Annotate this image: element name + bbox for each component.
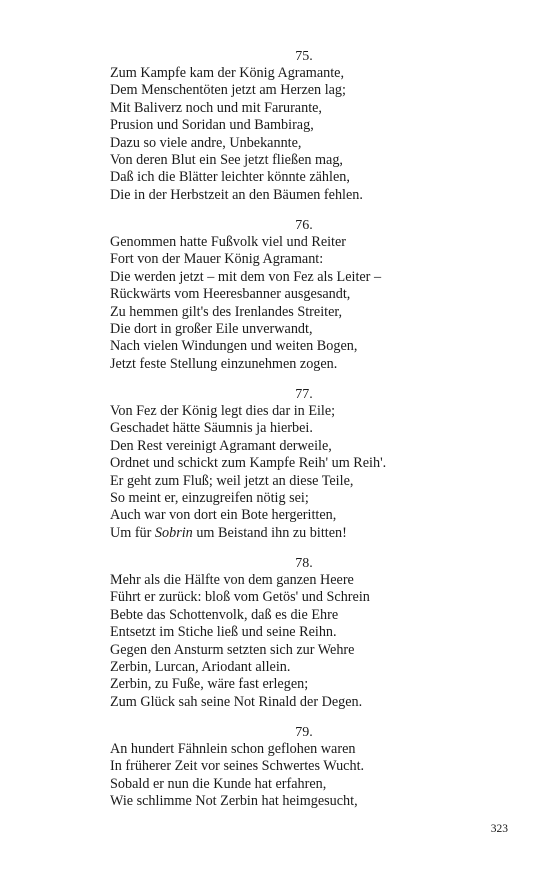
- italic-name: Sobrin: [154, 524, 193, 541]
- verse-line: Zum Glück sah seine Not Rinald der Degen.: [110, 693, 363, 710]
- verse-line: Entsetzt im Stiche ließ und seine Reihn.: [110, 624, 337, 641]
- verse-line: Rückwärts vom Heeresbanner ausgesandt,: [110, 286, 351, 303]
- stanza-number: 76.: [295, 218, 313, 233]
- verse-line: Genommen hatte Fußvolk viel und Reiter: [110, 234, 347, 250]
- verse-line: An hundert Fähnlein schon geflohen waren: [110, 741, 356, 757]
- verse-line: [110, 525, 510, 542]
- stanza-number: 78.: [295, 556, 313, 571]
- verse-line: Jetzt feste Stellung einzunehmen zogen.: [110, 355, 338, 372]
- stanza-number: 75.: [295, 49, 313, 64]
- verse-line: Er geht zum Fluß; weil jetzt an diese Teile,: [110, 472, 354, 489]
- verse-line: Die dort in großer Eile unverwandt,: [110, 320, 313, 337]
- verse-line: Daß ich die Blätter leichter könnte zählen,: [110, 169, 350, 186]
- verse-line: Sobald er nun die Kunde hat erfahren,: [110, 775, 327, 792]
- verse-line: Geschadet hätte Säumnis ja hierbei.: [110, 420, 313, 437]
- stanza-78: [110, 555, 510, 711]
- verse-line: Zerbin, zu Fuße, wäre fast erlegen;: [110, 676, 309, 693]
- verse-line: Prusion und Soridan und Bambirag,: [110, 117, 314, 134]
- verse-line: Fort von der Mauer König Agramant:: [110, 251, 324, 268]
- verse-line: So meint er, einzugreifen nötig sei;: [110, 489, 309, 506]
- verse-line: Gegen den Ansturm setzten sich zur Wehre: [110, 641, 355, 658]
- verse-line: Mit Baliverz noch und mit Farurante,: [110, 99, 322, 116]
- stanza-number: 79.: [295, 725, 313, 740]
- stanza-79: [110, 724, 510, 811]
- verse-line: In früherer Zeit vor seines Schwertes Wucht.: [110, 758, 365, 775]
- verse-line: Die werden jetzt – mit dem von Fez als Leiter –: [110, 268, 382, 285]
- stanza-76: [110, 217, 510, 373]
- verse-line: Mehr als die Hälfte von dem ganzen Heere: [110, 572, 354, 588]
- verse-line: Den Rest vereinigt Agramant derweile,: [110, 437, 332, 454]
- verse-line: Wie schlimme Not Zerbin hat heimgesucht,: [110, 793, 358, 810]
- verse-line: Ordnet und schickt zum Kampfe Reih' um Reih'.: [110, 455, 387, 472]
- verse-text: Um für: [110, 524, 155, 541]
- verse-line: Führt er zurück: bloß vom Getös' und Schrein: [110, 589, 370, 606]
- verse-line: Nach vielen Windungen und weiten Bogen,: [110, 338, 358, 355]
- verse-line: Dem Menschentöten jetzt am Herzen lag;: [110, 82, 346, 99]
- verse-line: Dazu so viele andre, Unbekannte,: [110, 134, 302, 151]
- stanza-77: [110, 386, 510, 542]
- verse-line: Die in der Herbstzeit an den Bäumen fehlen.: [110, 186, 363, 203]
- verse-line: Von Fez der König legt dies dar in Eile;: [110, 403, 336, 419]
- verse-text: um Beistand ihn zu bitten!: [192, 524, 347, 541]
- stanza-75: [110, 48, 510, 204]
- verse-line: Zu hemmen gilt's des Irenlandes Streiter,: [110, 303, 343, 320]
- verse-line: Bebte das Schottenvolk, daß es die Ehre: [110, 606, 339, 623]
- stanza-number: 77.: [295, 387, 313, 402]
- verse-line: Auch war von dort ein Bote hergeritten,: [110, 507, 337, 524]
- verse-line: Zum Kampfe kam der König Agramante,: [110, 65, 345, 81]
- verse-line: Zerbin, Lurcan, Ariodant allein.: [110, 658, 291, 675]
- page-number: 323: [490, 823, 508, 835]
- verse-line: Von deren Blut ein See jetzt fließen mag,: [110, 151, 343, 168]
